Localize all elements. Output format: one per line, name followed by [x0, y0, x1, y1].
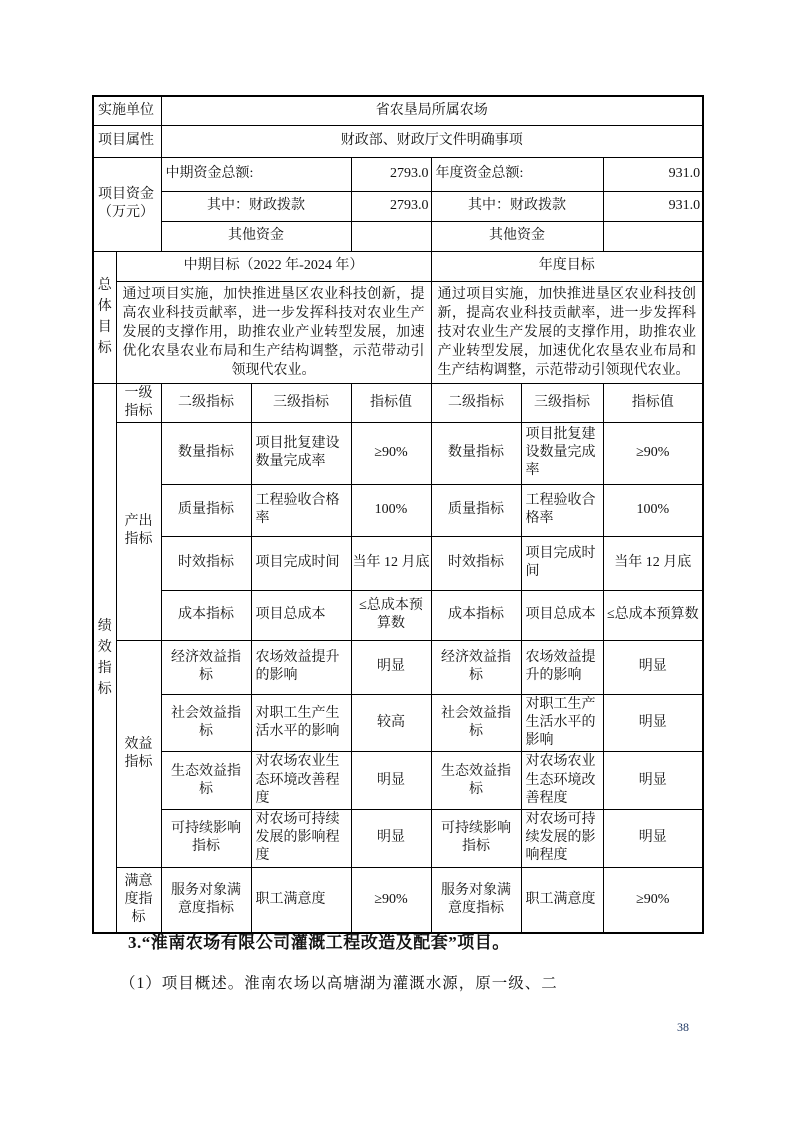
indicator-level3: 对职工生产生活水平的影响 [251, 694, 351, 752]
indicator-level3: 对农场农业生态环境改善程度 [251, 752, 351, 810]
indicator-level2: 服务对象满意度指标 [161, 867, 251, 933]
header-value-left: 指标值 [351, 383, 431, 422]
indicator-level2: 数量指标 [161, 422, 251, 484]
table-row [93, 752, 703, 810]
table-row [93, 383, 703, 422]
midterm-goal-header: 中期目标（2022 年-2024 年） [116, 251, 431, 281]
table-row [93, 125, 703, 157]
indicator-level2: 可持续影响指标 [431, 810, 521, 868]
indicator-value: ≥90% [351, 422, 431, 484]
indicator-value: 较高 [351, 694, 431, 752]
indicator-value: ≥90% [603, 422, 703, 484]
indicator-value: ≥90% [603, 867, 703, 933]
header-level2-left: 二级指标 [161, 383, 251, 422]
group-benefit-label: 效益指标 [116, 640, 161, 867]
funding-label: 项目资金（万元） [93, 157, 161, 251]
indicator-level2: 社会效益指标 [431, 694, 521, 752]
section-heading: 3.“淮南农场有限公司灌溉工程改造及配套”项目。 [128, 933, 510, 952]
header-level1: 一级指标 [116, 383, 161, 422]
midterm-fiscal-value: 2793.0 [351, 191, 431, 221]
annual-total-label: 年度资金总额: [431, 157, 603, 191]
table-row [93, 157, 703, 191]
indicator-level2: 时效指标 [161, 536, 251, 590]
indicator-level2: 数量指标 [431, 422, 521, 484]
indicator-level2: 质量指标 [431, 484, 521, 536]
indicator-level3: 对农场可持续发展的影响程度 [251, 810, 351, 868]
indicator-level3: 项目总成本 [251, 590, 351, 640]
table-row [93, 590, 703, 640]
unit-value: 省农垦局所属农场 [161, 96, 703, 125]
performance-indicator-label: 绩效指标 [93, 383, 116, 933]
unit-label: 实施单位 [93, 96, 161, 125]
indicator-level3: 项目完成时间 [521, 536, 603, 590]
header-level3-right: 三级指标 [521, 383, 603, 422]
table-row [93, 867, 703, 933]
indicator-level3: 项目批复建设数量完成率 [251, 422, 351, 484]
indicator-level3: 项目完成时间 [251, 536, 351, 590]
indicator-value: ≤总成本预算数 [603, 590, 703, 640]
indicator-level2: 可持续影响指标 [161, 810, 251, 868]
midterm-total-value: 2793.0 [351, 157, 431, 191]
indicator-value: 100% [603, 484, 703, 536]
annual-other-value [603, 221, 703, 251]
overall-goal-label: 总体目标 [93, 251, 116, 383]
indicator-level2: 服务对象满意度指标 [431, 867, 521, 933]
indicator-value: 明显 [351, 640, 431, 694]
header-level2-right: 二级指标 [431, 383, 521, 422]
indicator-value: 明显 [603, 752, 703, 810]
indicator-level2: 时效指标 [431, 536, 521, 590]
indicator-level3: 工程验收合格率 [521, 484, 603, 536]
annual-goal-text: 通过项目实施，加快推进垦区农业科技创新，提高农业科技贡献率，进一步发挥科技对农业生产发展的支撑作用，助推农业产业转型发展，加速优化农垦农业布局和生产结构调整，示范带动引领现代农业。 [431, 281, 703, 383]
indicator-level2: 生态效益指标 [431, 752, 521, 810]
page-number: 38 [677, 1020, 689, 1034]
indicator-value: ≤总成本预算数 [351, 590, 431, 640]
indicator-value: 明显 [603, 810, 703, 868]
indicator-level3: 农场效益提升的影响 [251, 640, 351, 694]
indicator-level3: 对农场可持续发展的影响程度 [521, 810, 603, 868]
annual-fiscal-value: 931.0 [603, 191, 703, 221]
indicator-level2: 经济效益指标 [431, 640, 521, 694]
indicator-level3: 项目总成本 [521, 590, 603, 640]
table-row [93, 536, 703, 590]
group-satisfaction-label: 满意度指标 [116, 867, 161, 933]
indicator-level2: 成本指标 [431, 590, 521, 640]
indicator-level3: 工程验收合格率 [251, 484, 351, 536]
body-paragraph: （1）项目概述。淮南农场以高塘湖为灌溉水源，原一级、二 [120, 975, 558, 992]
indicator-value: 明显 [603, 640, 703, 694]
indicator-value: 明显 [603, 694, 703, 752]
indicator-value: 明显 [351, 810, 431, 868]
annual-fiscal-label: 其中：财政拨款 [431, 191, 603, 221]
midterm-fiscal-label: 其中：财政拨款 [161, 191, 351, 221]
indicator-level2: 社会效益指标 [161, 694, 251, 752]
indicator-value: ≥90% [351, 867, 431, 933]
indicator-level2: 成本指标 [161, 590, 251, 640]
indicator-value: 当年 12 月底 [603, 536, 703, 590]
table-row [93, 221, 703, 251]
indicator-level3: 职工满意度 [521, 867, 603, 933]
header-level3-left: 三级指标 [251, 383, 351, 422]
annual-total-value: 931.0 [603, 157, 703, 191]
table-row [93, 251, 703, 281]
table-row [93, 694, 703, 752]
indicator-value: 当年 12 月底 [351, 536, 431, 590]
indicator-level3: 农场效益提升的影响 [521, 640, 603, 694]
indicator-level3: 对农场农业生态环境改善程度 [521, 752, 603, 810]
header-value-right: 指标值 [603, 383, 703, 422]
table-row [93, 96, 703, 125]
attribute-label: 项目属性 [93, 125, 161, 157]
indicator-value: 100% [351, 484, 431, 536]
annual-goal-header: 年度目标 [431, 251, 703, 281]
indicator-level2: 生态效益指标 [161, 752, 251, 810]
indicator-level2: 经济效益指标 [161, 640, 251, 694]
table-row [93, 640, 703, 694]
indicator-level3: 职工满意度 [251, 867, 351, 933]
indicator-level3: 项目批复建设数量完成率 [521, 422, 603, 484]
midterm-goal-text: 通过项目实施，加快推进垦区农业科技创新，提高农业科技贡献率，进一步发挥科技对农业生产发展的支撑作用，助推农业产业转型发展，加速优化农垦农业布局和生产结构调整，示范带动引领现代农业。 [116, 281, 431, 383]
annual-other-label: 其他资金 [431, 221, 603, 251]
indicator-value: 明显 [351, 752, 431, 810]
table-row [93, 281, 703, 383]
group-output-label: 产出指标 [116, 422, 161, 640]
attribute-value: 财政部、财政厅文件明确事项 [161, 125, 703, 157]
table-row [93, 422, 703, 484]
table-row [93, 484, 703, 536]
table-row [93, 810, 703, 868]
midterm-other-label: 其他资金 [161, 221, 351, 251]
project-info-table [92, 95, 704, 934]
midterm-total-label: 中期资金总额: [161, 157, 351, 191]
table-row [93, 191, 703, 221]
indicator-level3: 对职工生产生活水平的影响 [521, 694, 603, 752]
midterm-other-value [351, 221, 431, 251]
indicator-level2: 质量指标 [161, 484, 251, 536]
